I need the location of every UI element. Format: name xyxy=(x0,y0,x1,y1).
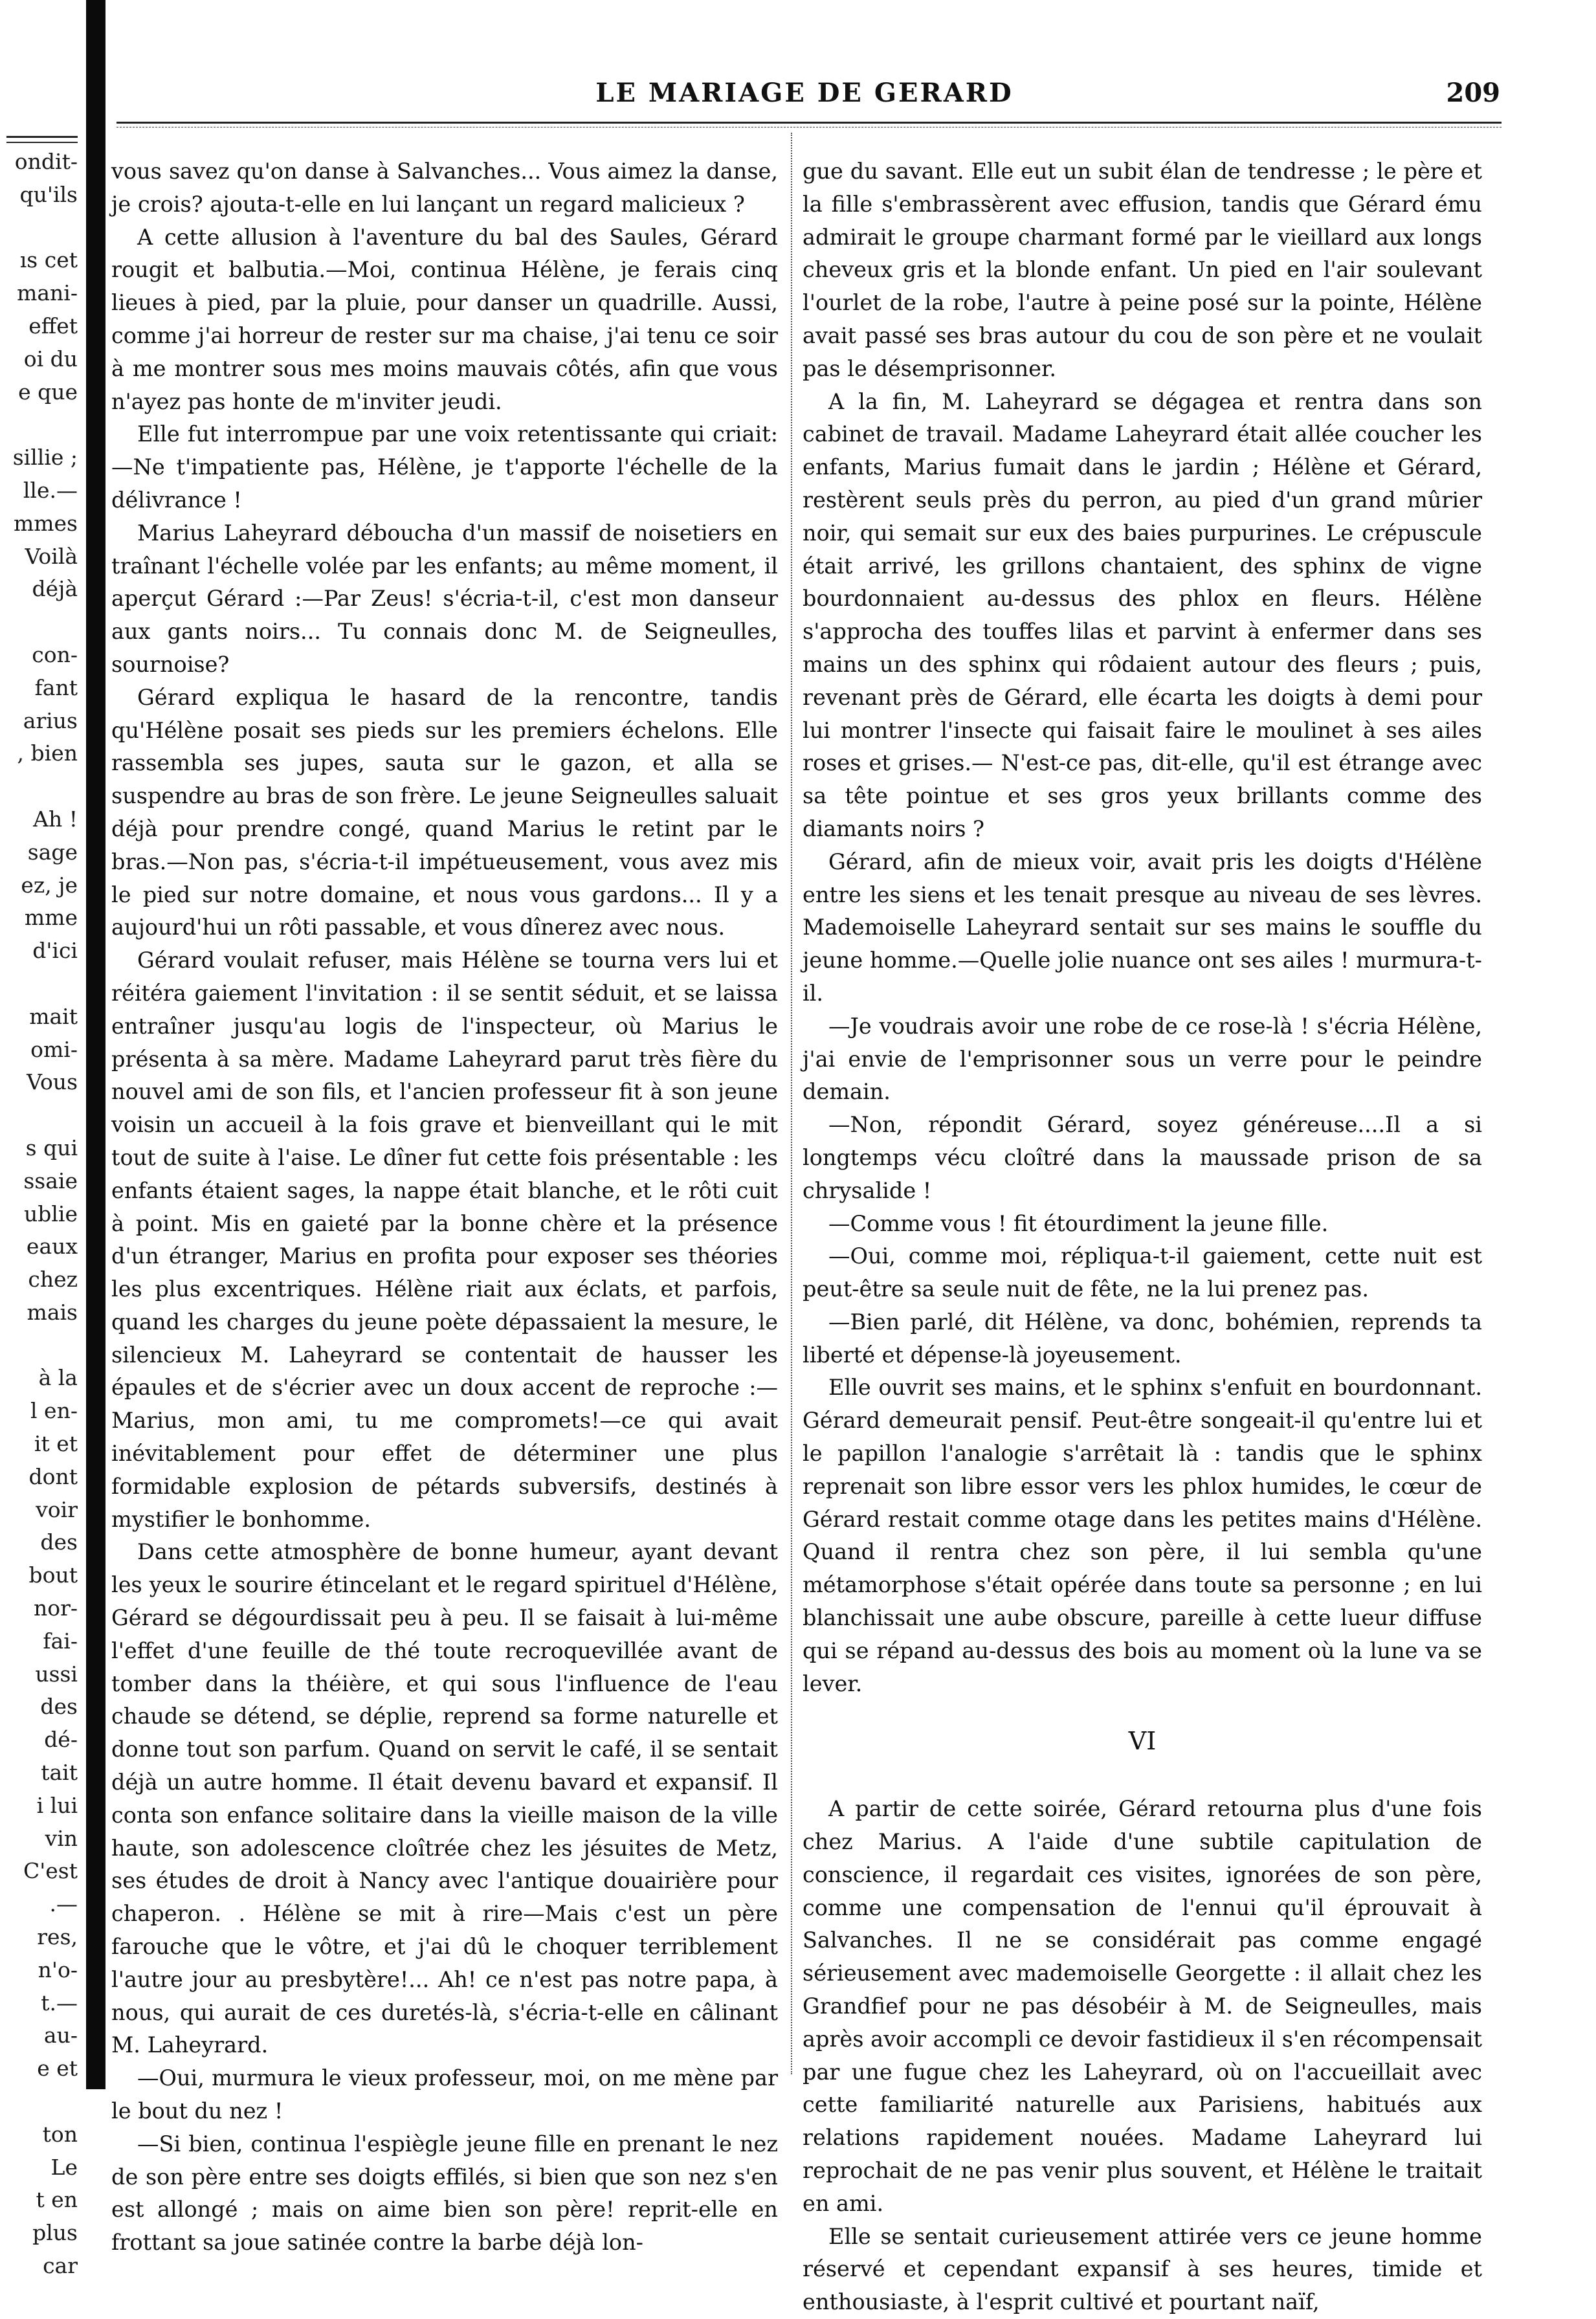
previous-page-margin xyxy=(0,136,78,2283)
margin-fragment: nor- xyxy=(33,1595,78,1621)
margin-fragment: s qui xyxy=(25,1135,78,1160)
margin-fragment: ez, je xyxy=(21,872,78,898)
margin-fragment xyxy=(0,408,78,441)
margin-fragment: t en xyxy=(36,2187,78,2213)
margin-fragment: i lui xyxy=(36,1792,78,1818)
margin-fragment: vin xyxy=(45,1825,78,1851)
margin-fragment: Le xyxy=(50,2154,78,2180)
margin-fragment: e et xyxy=(37,2056,78,2081)
margin-fragment xyxy=(0,2085,78,2118)
margin-fragment: C'est xyxy=(23,1858,78,1884)
margin-fragment: Vous xyxy=(27,1069,78,1095)
paragraph: Gérard, afin de mieux voir, avait pris les doigts d'Hélène entre les siens et les tenait presque au niveau de ses lèvres. Mademoiselle Laheyrard sentait sur ses mains le souffle du jeune homme.—Quelle jolie nuance ont ses ailes ! murmura-t-il. xyxy=(803,849,1482,1006)
margin-fragment: lle.— xyxy=(23,477,78,503)
paragraph: Elle ouvrit ses mains, et le sphinx s'enfuit en bourdonnant. Gérard demeurait pensif. Peut-être songeait-il qu'entre lui et le papillon l'analogie s'arrêtait là : tandis que le sphinx reprenait son libre essor vers les phlox humides, le cœur de Gérard restait comme otage dans les petites mains d'Hélène. Quand il rentra chez son père, il lui sembla qu'une métamorphose s'était opérée dans toute sa personne ; en lui blanchissait une aube obscure, pareille à cette lueur diffuse qui se répand au-dessus des bois au moment où la lune va se lever. xyxy=(803,1375,1482,1696)
paragraph: Marius Laheyrard déboucha d'un massif de noisetiers en traînant l'échelle volée par les enfants; au même moment, il aperçut Gérard :—Par Zeus! s'écria-t-il, c'est mon danseur aux gants noirs... Tu connais donc M. de Seigneulles, sournoise? xyxy=(111,520,778,677)
margin-fragment: ondit- xyxy=(14,149,78,174)
margin-fragment: Ah ! xyxy=(33,806,78,832)
paragraph: —Bien parlé, dit Hélène, va donc, bohémien, reprends ta liberté et dépense-là joyeusement. xyxy=(803,1309,1482,1368)
running-title: LE MARIAGE DE GERARD xyxy=(595,78,1014,108)
margin-fragment: t.— xyxy=(41,1990,78,2015)
paragraph: A partir de cette soirée, Gérard retourna plus d'une fois chez Marius. A l'aide d'une subtile capitulation de conscience, il regardait ces visites, ignorées de son père, comme une compensation de l'ennui qu'il éprouvait à Salvanches. Il ne se considérait pas comme engagé sérieusement avec mademoiselle Georgette : il allait chez les Grandfief pour ne pas désobéir à M. de Seigneulles, mais après avoir accompli ce devoir fastidieux il s'en récompensait par une fugue chez les Laheyrard, où on l'accueillait avec cette familiarité naturelle aux Parisiens, habitués aux relations rapidement nouées. Madame Laheyrard lui reprochait de ne pas venir plus souvent, et Hélène le traitait en ami. xyxy=(803,1796,1482,2216)
margin-fragment: l en- xyxy=(30,1398,78,1424)
margin-fragment: mait xyxy=(29,1003,78,1029)
margin-fragment: fant xyxy=(34,674,78,700)
margin-fragment: déjà xyxy=(32,576,78,602)
margin-fragment: mme xyxy=(24,905,78,931)
margin-fragment: sillie ; xyxy=(12,445,78,471)
margin-fragment: .— xyxy=(49,1891,78,1917)
header-rule-dashed xyxy=(116,127,1502,128)
paragraph: Dans cette atmosphère de bonne humeur, ayant devant les yeux le sourire étincelant et le regard spirituel d'Hélène, Gérard se dégourdissait peu à peu. Il se faisait à lui-même l'effet d'une feuille de thé toute recroquevillée avant de tomber dans la théière, et qui sous l'influence de l'eau chaude se détend, se déplie, reprend sa forme naturelle et donne tout son parfum. Quand on servit le café, il se sentait déjà un autre homme. Il était devenu bavard et expansif. Il conta son enfance solitaire dans la vieille maison de la ville haute, son adolescence cloîtrée chez les jésuites de Metz, ses études de droit à Nancy avec l'antique douairière pour chaperon. . Hélène se mit à rire—Mais c'est un père farouche que le vôtre, et j'ai dû le choquer terriblement l'autre jour au presbytère!... Ah! ce n'est pas notre papa, à nous, qui aurait de ces duretés-là, s'écria-t-elle en câlinant M. Laheyrard. xyxy=(111,1539,778,2058)
margin-fragment: oi du xyxy=(23,346,78,372)
paragraph: Gérard voulait refuser, mais Hélène se tourna vers lui et réitéra gaiement l'invitation : il se sentit séduit, et se laissa entraîner jusqu'au logis de l'inspecteur, où Marius le présenta à sa mère. Madame Laheyrard parut très fière du nouvel ami de son fils, et l'ancien professeur fit à son jeune voisin un accueil à la fois grave et bienveillant qui le mit tout de suite à l'aise. Le dîner fut cette fois présentable : les enfants étaient sages, la nappe était blanche, et le rôti cuit à point. Mis en gaieté par la bonne chère et la présence d'un étranger, Marius en profita pour exposer ses théories les plus excentriques. Hélène riait aux éclats, et parfois, quand les charges du jeune poète dépassaient la mesure, le silencieux M. Laheyrard se contentait de hausser les épaules et de s'écrier avec un doux accent de reproche :—Marius, mon ami, tu me compromets!—ce qui avait inévitablement pour effet de déterminer une plus formidable explosion de pétards subversifs, destinés à mystifier le bonhomme. xyxy=(111,948,778,1532)
margin-fragment xyxy=(0,1329,78,1362)
paragraph: —Oui, murmura le vieux professeur, moi, on me mène par le bout du nez ! xyxy=(111,2065,778,2124)
margin-fragment: mmes xyxy=(13,510,78,536)
margin-fragment: des xyxy=(40,1694,78,1720)
left-text-column xyxy=(111,155,778,2259)
book-binding-edge xyxy=(86,0,105,2089)
margin-fragment: à la xyxy=(38,1365,78,1391)
paragraph: Elle se sentait curieusement attirée vers ce jeune homme réservé et cependant expansif à ses heures, timide et enthousiaste, à l'esprit cultivé et pourtant naïf, xyxy=(803,2223,1482,2315)
margin-rule xyxy=(6,136,78,143)
margin-fragment: des xyxy=(40,1529,78,1555)
margin-fragment: mais xyxy=(27,1299,78,1325)
column-divider xyxy=(791,133,792,2074)
margin-fragment: bout xyxy=(28,1562,78,1588)
margin-fragment: au- xyxy=(43,2023,78,2048)
margin-fragment xyxy=(0,1099,78,1132)
margin-fragment: dont xyxy=(28,1463,78,1489)
margin-fragment: omi- xyxy=(30,1036,78,1062)
paragraph: —Comme vous ! fit étourdiment la jeune fille. xyxy=(828,1210,1329,1236)
paragraph: Elle fut interrompue par une voix retentissante qui criait:—Ne t'impatiente pas, Hélène, je t'apporte l'échelle de la délivrance ! xyxy=(111,421,778,513)
margin-fragment: ussi xyxy=(35,1661,78,1687)
margin-fragment: tait xyxy=(41,1760,78,1786)
margin-fragment: ıs cet xyxy=(19,247,78,273)
margin-fragment: ton xyxy=(42,2121,78,2147)
margin-fragment: arius xyxy=(23,707,78,733)
paragraph: vous savez qu'on danse à Salvanches... Vous aimez la danse, je crois? ajouta-t-elle en lui lançant un regard malicieux ? xyxy=(111,159,778,217)
margin-fragment: eaux xyxy=(26,1234,78,1259)
header-rule xyxy=(116,122,1502,124)
margin-fragment xyxy=(0,212,78,245)
margin-fragment: con- xyxy=(32,641,78,667)
paragraph: —Je voudrais avoir une robe de ce rose-là ! s'écria Hélène, j'ai envie de l'emprisonner sous un verre pour le peindre demain. xyxy=(803,1013,1482,1105)
margin-fragment xyxy=(0,606,78,639)
margin-fragment: ublie xyxy=(23,1201,78,1226)
paragraph: —Non, répondit Gérard, soyez généreuse....Il a si longtemps vécu cloîtré dans la maussade prison de sa chrysalide ! xyxy=(803,1112,1482,1203)
paragraph: —Si bien, continua l'espiègle jeune fille en prenant le nez de son père entre ses doigts effilés, si bien que son nez s'en est allongé ; mais on aime bien son père! reprit-elle en frottant sa joue satinée contre la barbe déjà lon- xyxy=(111,2131,778,2256)
margin-fragment: it et xyxy=(34,1431,78,1457)
margin-fragment: qu'ils xyxy=(19,181,78,207)
margin-fragment xyxy=(0,968,78,1001)
margin-fragment: car xyxy=(43,2253,78,2278)
margin-fragment: res, xyxy=(37,1924,78,1950)
margin-fragment: dé- xyxy=(44,1727,78,1753)
right-text-column xyxy=(803,155,1482,2319)
margin-fragment xyxy=(0,770,78,803)
paragraph: —Oui, comme moi, répliqua-t-il gaiement, cette nuit est peut-être sa seule nuit de fête, ne la lui prenez pas. xyxy=(803,1243,1482,1302)
margin-fragment: ssaie xyxy=(23,1168,78,1193)
paragraph: Gérard expliqua le hasard de la rencontre, tandis qu'Hélène posait ses pieds sur les premiers échelons. Elle rassembla ses jupes, sauta sur le gazon, et alla se suspendre au bras de son frère. Le jeune Seigneulles saluait déjà pour prendre congé, quand Marius le retint par le bras.—Non pas, s'écria-t-il impétueusement, vous avez mis le pied sur notre domaine, et nous vous gardons... Il y a aujourd'hui un rôti passable, et vous dînerez avec nous. xyxy=(111,684,778,940)
margin-fragment: mani- xyxy=(17,280,78,306)
margin-fragment: fai- xyxy=(43,1628,78,1654)
margin-fragment: , bien xyxy=(17,740,78,766)
margin-fragments xyxy=(0,146,78,2283)
margin-fragment: plus xyxy=(32,2220,78,2246)
margin-fragment: voir xyxy=(36,1496,78,1522)
margin-fragment: chez xyxy=(28,1267,78,1293)
margin-fragment: Voilà xyxy=(25,543,78,569)
paragraph: A la fin, M. Laheyrard se dégagea et rentra dans son cabinet de travail. Madame Laheyrard était allée coucher les enfants, Marius fumait dans le jardin ; Hélène et Gérard, restèrent seuls près du perron, au pied d'un grand mûrier noir, qui semait sur eux des baies purpurines. Le crépuscule était arrivé, les grillons chantaient, des sphinx de vigne bourdonnaient au-dessus des phlox en fleurs. Hélène s'approcha des touffes lilas et parvint à enfermer dans ses mains un des sphinx qui rôdaient autour des fleurs ; puis, revenant près de Gérard, elle écarta les doigts à demi pour lui montrer l'insecte qui faisait faire le moulinet à ses ailes roses et grises.— N'est-ce pas, dit-elle, qu'il est étrange avec sa tête pointue et ses gros yeux brillants comme des diamants noirs ? xyxy=(803,388,1482,841)
margin-fragment: e que xyxy=(18,379,78,405)
margin-fragment: sage xyxy=(27,839,78,865)
margin-fragment: effet xyxy=(28,313,78,338)
paragraph: A cette allusion à l'aventure du bal des Saules, Gérard rougit et balbutia.—Moi, continua Hélène, je ferais cinq lieues à pied, par la pluie, pour danser un quadrille. Aussi, comme j'ai horreur de rester sur ma chaise, j'ai tenu ce soir à me montrer sous mes moins mauvais côtés, afin que vous n'ayez pas honte de m'inviter jeudi. xyxy=(111,224,778,414)
paragraph: gue du savant. Elle eut un subit élan de tendresse ; le père et la fille s'embrassèrent avec effusion, tandis que Gérard ému admirait le groupe charmant formé par le vieillard aux longs cheveux gris et la blonde enfant. Un pied en l'air soulevant l'ourlet de la robe, l'autre à peine posé sur la pointe, Hélène avait passé ses bras autour du cou de son père et ne voulait pas le désemprisonner. xyxy=(803,159,1482,381)
section-title: VI xyxy=(1128,1727,1157,1756)
margin-fragment: d'ici xyxy=(32,938,78,964)
page-header xyxy=(109,78,1500,117)
page-number: 209 xyxy=(1446,78,1500,108)
margin-fragment: n'o- xyxy=(38,1957,78,1982)
